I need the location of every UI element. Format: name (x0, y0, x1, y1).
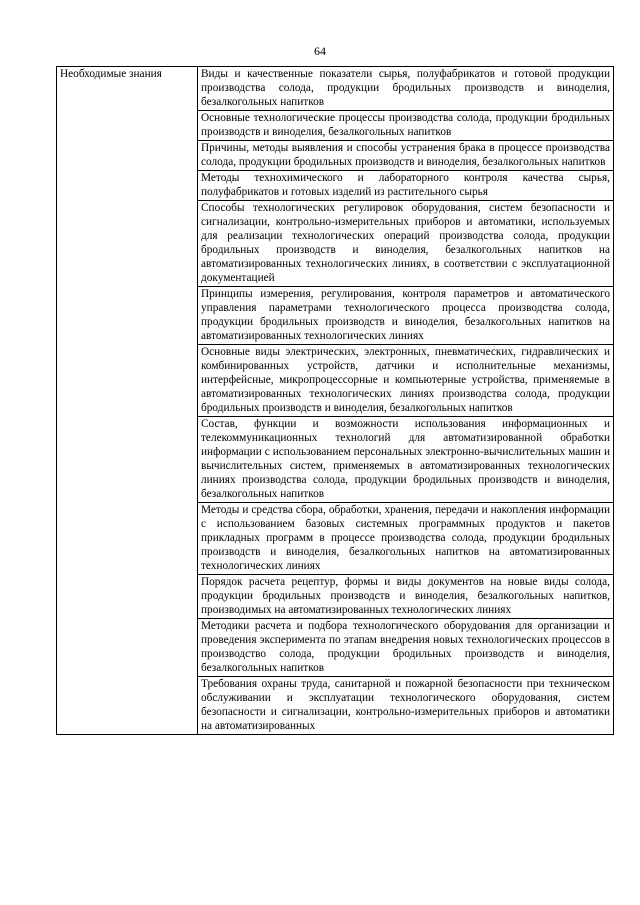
knowledge-item: Методы технохимического и лабораторного контроля качества сырья, полуфабрикатов и готовых изделий из растительного сырья (198, 171, 614, 201)
knowledge-item: Способы технологических регулировок оборудования, систем безопасности и сигнализации, контрольно-измерительных приборов и автоматики, используемых для реализации технологических операций производства солода, продукции бродильных производств и виноделия, безалкогольных напитков на автоматизированных технологических линиях, в соответствии с эксплуатационной документацией (198, 201, 614, 287)
knowledge-item: Принципы измерения, регулирования, контроля параметров и автоматического управления параметрами технологического процесса производства солода, продукции бродильных производств и виноделия, безалкогольных напитков на автоматизированных технологических линиях (198, 287, 614, 345)
knowledge-item: Методики расчета и подбора технологического оборудования для организации и проведения эксперимента по этапам внедрения новых технологических процессов в производство солода, продукции бродильных производств и виноделия, безалкогольных напитков (198, 619, 614, 677)
knowledge-item: Основные виды электрических, электронных, пневматических, гидравлических и комбинированных устройств, датчики и исполнительные механизмы, интерфейсные, микропроцессорные и компьютерные устройства, применяемые в автоматизированных технологических линиях производства солода, продукции бродильных производств и виноделия, безалкогольных напитков (198, 345, 614, 417)
knowledge-item: Основные технологические процессы производства солода, продукции бродильных производств и виноделия, безалкогольных напитков (198, 111, 614, 141)
section-label: Необходимые знания (57, 67, 198, 735)
knowledge-table-body (57, 67, 614, 735)
page-number: 64 (314, 44, 326, 58)
knowledge-item: Методы и средства сбора, обработки, хранения, передачи и накопления информации с использованием базовых системных программных продуктов и пакетов прикладных программ в процессе производства солода, продукции бродильных производств и виноделия, безалкогольных напитков на автоматизированных технологических линиях (198, 503, 614, 575)
knowledge-item: Причины, методы выявления и способы устранения брака в процессе производства солода, продукции бродильных производств и виноделия, безалкогольных напитков (198, 141, 614, 171)
knowledge-item: Виды и качественные показатели сырья, полуфабрикатов и готовой продукции производства солода, продукции бродильных производств и виноделия, безалкогольных напитков (198, 67, 614, 111)
table-row (57, 67, 614, 111)
knowledge-item: Требования охраны труда, санитарной и пожарной безопасности при техническом обслуживании и эксплуатации технологического оборудования, систем безопасности и сигнализации, контрольно-измерительных приборов и автоматики на автоматизированных (198, 677, 614, 735)
knowledge-table (56, 66, 614, 735)
knowledge-item: Порядок расчета рецептур, формы и виды документов на новые виды солода, продукции бродильных производств и виноделия, безалкогольных напитков, производимых на автоматизированных технологических линиях (198, 575, 614, 619)
knowledge-item: Состав, функции и возможности использования информационных и телекоммуникационных технологий для автоматизированной обработки информации с использованием персональных электронно-вычислительных машин и вычислительных систем, применяемых в автоматизированных технологических линиях производства солода, продукции бродильных производств и виноделия, безалкогольных напитков (198, 417, 614, 503)
